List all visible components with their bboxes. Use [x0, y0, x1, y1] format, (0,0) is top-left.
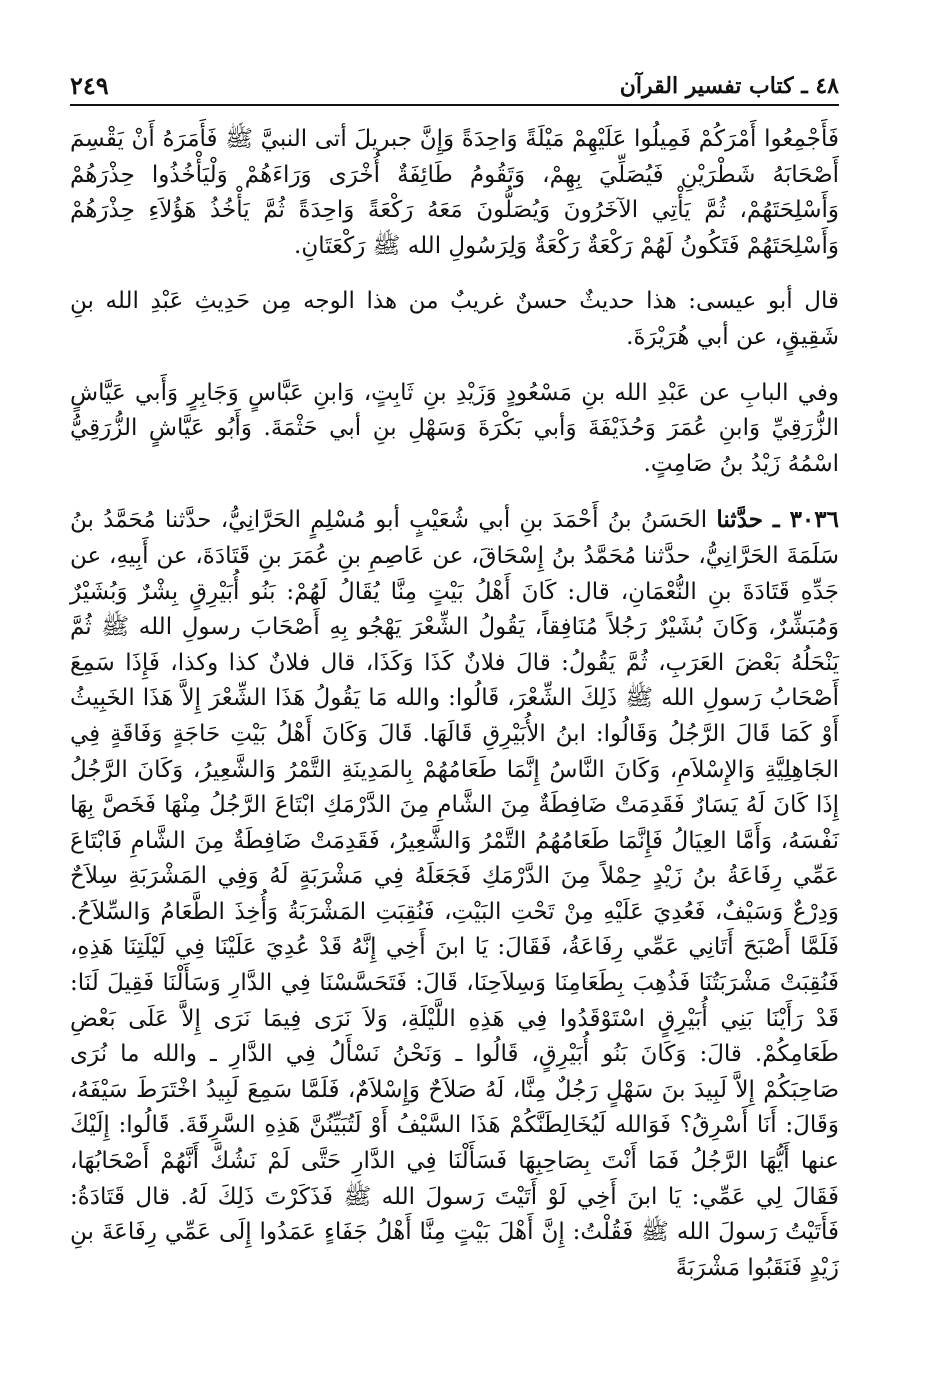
hadith-3036-paragraph: [70, 502, 839, 1286]
tirmidhi-comment-paragraph: قال أبو عيسى: هذا حديثٌ حسنٌ غريبٌ من هذا الوجه مِن حَدِيثِ عَبْدِ الله بنِ شَقِيقٍ، عن أبي هُرَيْرَةَ.: [70, 288, 839, 350]
page-body: [70, 122, 839, 1286]
page-header: [70, 60, 839, 106]
hadith-number-lead: ٣٠٣٦ ـ حدَّثنا: [716, 506, 839, 534]
page-number: ٢٤٩: [70, 71, 109, 100]
chapter-references-paragraph: وفي البابِ عن عَبْدِ الله بنِ مَسْعُودٍ وَزَيْدِ بنِ ثَابِتٍ، وَابنِ عَبَّاسٍ وَجَابِرٍ وَأَبي عَيَّاشٍ الزُّرَقِيِّ وَابنِ عُمَرَ وَحُذَيْفَةَ وَأبي بَكْرَةَ وَسَهْلِ بنِ أبي حَثْمَةَ. وَأَبُو عَيَّاشٍ الزُّرَقِيُّ اسْمُهُ زَيْدُ بنُ صَامِتٍ.: [70, 379, 839, 477]
hadith-text-paragraph: فَأَجْمِعُوا أَمْرَكُمْ فَمِيلُوا عَلَيْهِمْ مَيْلَةً وَاحِدَةً وَإِنَّ جبريلَ أتى النبيَّ ﷺ فَأَمَرَهُ أَنْ يَقْسِمَ أَصْحَابَهُ شَطْرَيْنِ فَيُصَلِّيَ بِهِمْ، وَتَقُومُ طَائِفَةٌ أُخْرَى وَرَاءَهُمْ وَلْيَأْخُذُوا حِذْرَهُمْ وَأَسْلِحَتَهُمْ، ثُمَّ يَأْتِي الآخَرُونَ وَيُصَلُّونَ مَعَهُ رَكْعَةً وَاحِدَةً ثُمَّ يَأْخُذُ هَؤُلاَءِ حِذْرَهُمْ وَأَسْلِحَتَهُمْ فَتَكُونُ لَهُمْ رَكْعَةٌ رَكْعَةٌ وَلِرَسُولِ الله ﷺ رَكْعَتَانِ.: [70, 126, 839, 259]
chapter-title: ٤٨ ـ كتاب تفسير القرآن: [619, 73, 839, 99]
hadith-3036-text: الحَسَنُ بنُ أَحْمَدَ بنِ أبي شُعَيْبٍ أبو مُسْلِمٍ الحَرَّانِيُّ، حدَّثنا مُحَمَّدُ بنُ سَلَمَةَ الحَرَّانِيُّ، حدَّثنا مُحَمَّدُ بنُ إِسْحَاقَ، عن عَاصِمِ بنِ عُمَرَ بنِ قَتَادَةَ، عن أَبِيهِ، عن جَدِّهِ قَتَادَةَ بنِ النُّعْمَانِ، قال: كَانَ أَهْلُ بَيْتٍ مِنَّا يُقَالُ لَهُمْ: بَنُو أُبَيْرِقٍ بِشْرٌ وَبُشَيْرٌ وَمُبَشِّرٌ، وَكَانَ بُشَيْرٌ رَجُلاً مُنَافِقاً، يَقُولُ الشِّعْرَ يَهْجُو بِهِ أَصْحَابَ رسولِ الله ﷺ ثُمَّ يَنْحَلُهُ بَعْضَ العَرَبِ، ثُمَّ يَقُولُ: قالَ فلانٌ كَذَا وَكَذَا، قال فلانٌ كذا وكذا، فَإِذَا سَمِعَ أَصْحَابُ رَسولِ الله ﷺ ذَلِكَ الشِّعْرَ، قَالُوا: والله مَا يَقُولُ هَذَا الشِّعْرَ إِلاَّ هَذَا الخَبِيثُ أَوْ كَمَا قَالَ الرَّجُلُ وَقَالُوا: ابنُ الأُبَيْرِقِ قَالَهَا. قَالَ وَكَانَ أَهْلُ بَيْتِ حَاجَةٍ وَفَاقَةٍ فِي الجَاهِلِيَّةِ وَالإِسْلاَمِ، وَكَانَ النَّاسُ إِنَّمَا طَعَامُهُمْ بِالمَدِينَةِ التَّمْرُ وَالشَّعِيرُ، وَكَانَ الرَّجُلُ إِذَا كَانَ لَهُ يَسَارٌ فَقَدِمَتْ ضَافِطَةٌ مِنَ الشَّامِ مِنَ الدَّرْمَكِ ابْتَاعَ الرَّجُلُ مِنْهَا فَخَصَّ بِهَا نَفْسَهُ، وَأَمَّا العِيَالُ فَإِنَّمَا طَعَامُهُمُ التَّمْرُ وَالشَّعِيرُ، فَقَدِمَتْ ضَافِطَةٌ مِنَ الشَّامِ فَابْتَاعَ عَمِّي رِفَاعَةُ بنُ زَيْدٍ حِمْلاً مِنَ الدَّرْمَكِ فَجَعَلَهُ فِي مَشْرَبَةٍ لَهُ وَفِي المَشْرَبَةِ سِلاَحٌ وَدِرْعٌ وَسَيْفٌ، فَعُدِيَ عَلَيْهِ مِنْ تَحْتِ البَيْتِ، فَنُقِبَتِ المَشْرَبَةُ وَأُخِذَ الطَّعَامُ وَالسِّلاَحُ. فَلَمَّا أَصْبَحَ أَتَانِي عَمِّي رِفَاعَةُ، فَقَالَ: يَا ابنَ أَخِي إِنَّهُ قَدْ عُدِيَ عَلَيْنَا فِي لَيْلَتِنَا هَذِهِ، فَنُقِبَتْ مَشْرَبَتُنَا فَذُهِبَ بِطَعَامِنَا وَسِلاَحِنَا، قَالَ: فَتَحَسَّسْنَا فِي الدَّارِ وَسَأَلْنَا فَقِيلَ لَنَا: قَدْ رَأَيْنَا بَنِي أُبَيْرِقٍ اسْتَوْقَدُوا فِي هَذِهِ اللَّيْلَةِ، وَلاَ نَرَى فِيمَا نَرَى إِلاَّ عَلَى بَعْضِ طَعَامِكُمْ. قالَ: وَكَانَ بَنُو أُبَيْرِقٍ، قَالُوا ـ وَنَحْنُ نَسْأَلُ فِي الدَّارِ ـ والله ما نُرَى صَاحِبَكُمْ إِلاَّ لَبِيدَ بنَ سَهْلٍ رَجُلٌ مِنَّا، لَهُ صَلاَحٌ وَإِسْلاَمٌ، فَلَمَّا سَمِعَ لَبِيدُ اخْتَرَطَ سَيْفَهُ، وَقَالَ: أَنَا أَسْرِقُ؟ فَوَالله لَيُخَالِطَنَّكُمْ هَذَا السَّيْفُ أَوْ لَتُبَيِّنُنَّ هَذِهِ السَّرِقَةَ. قَالُوا: إِلَيْكَ عنها أَيُّهَا الرَّجُلُ فَمَا أَنْتَ بِصَاحِبِهَا فَسَأَلْنَا فِي الدَّارِ حَتَّى لَمْ نَشُكَّ أَنَّهُمْ أَصْحَابُهَا، فَقَالَ لِي عَمِّي: يَا ابنَ أَخِي لَوْ أَتَيْتَ رَسولَ الله ﷺ فَذَكَرْتَ ذَلِكَ لَهُ. قال قَتَادَةُ: فَأَتَيْتُ رَسولَ الله ﷺ فَقُلْتُ: إِنَّ أَهْلَ بَيْتٍ مِنَّا أَهْلُ جَفَاءٍ عَمَدُوا إِلَى عَمِّي رِفَاعَةَ بنِ زَيْدٍ فَنَقَبُوا مَشْرَبَةً: [70, 507, 840, 1281]
